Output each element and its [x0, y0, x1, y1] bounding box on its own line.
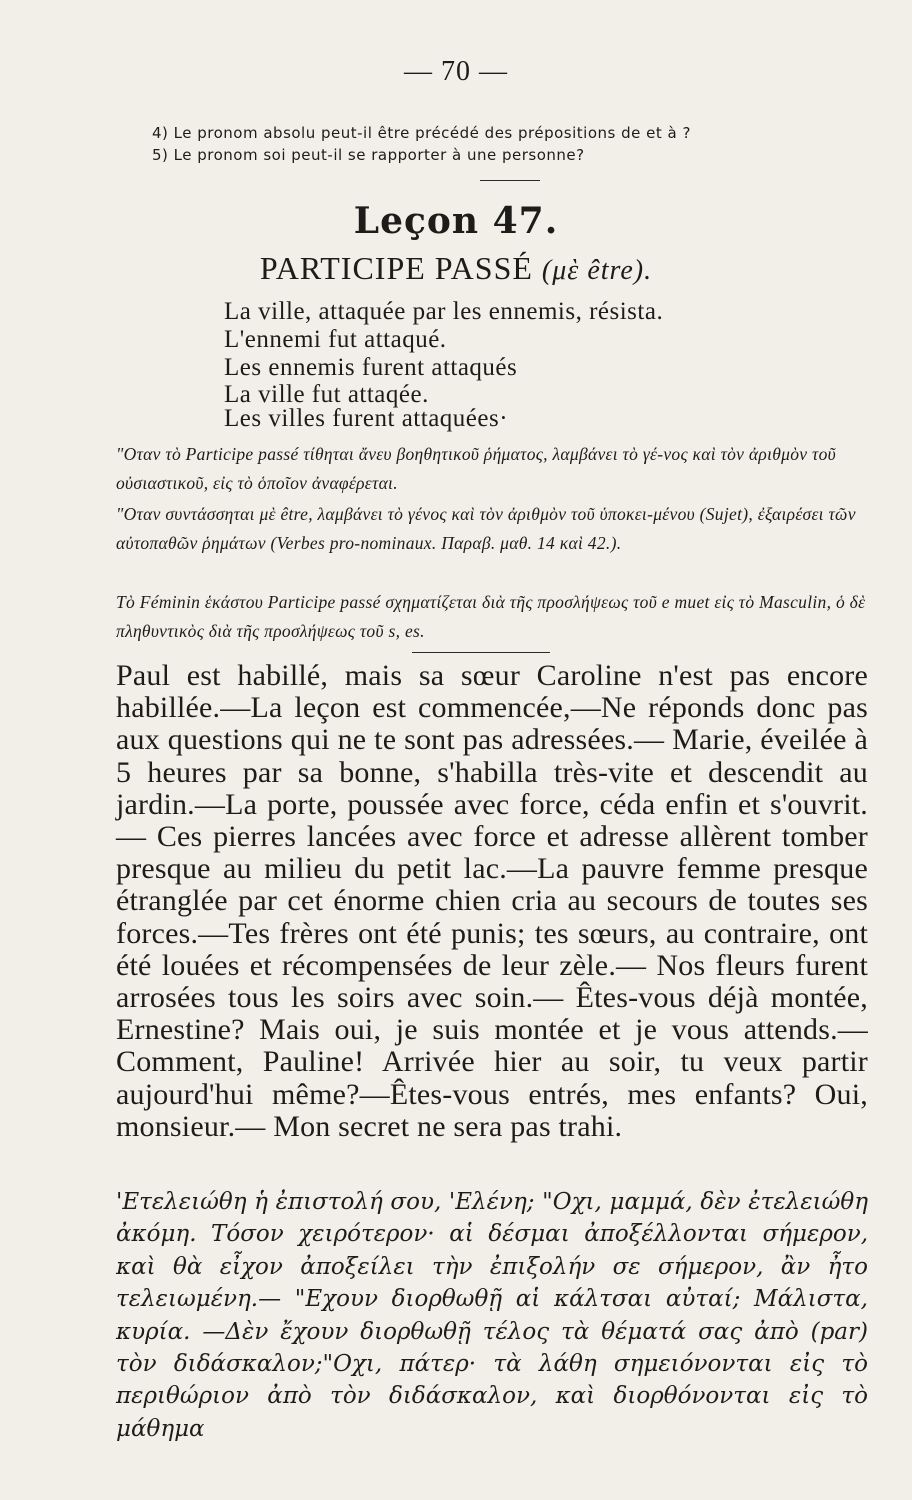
exercise-text: Paul est habillé, mais sa sœur Caroline n'est pas encore habillée.—La leçon est commencée,—Ne réponds donc pas aux questions qui ne te sont pas adressées.— Marie, éveilée à 5 heures par sa bonne, s'habilla très-vite et descendit au jardin.—La porte, poussée avec force, céda enfin et s'ouvrit.— Ces pierres lancées avec force et adresse allèrent tomber presque au milieu du petit lac.—La pauvre femme presque étranglée par cet énorme chien cria au secours de toutes ses forces.—Tes frères ont été punis; tes sœurs, au contraire, ont été louées et récompensées de leur zèle.— Nos fleurs furent arrosées tous les soirs avec soin.— Êtes-vous déjà montée, Ernestine? Mais oui, je suis montée et je vous attends.— Comment, Pauline! Arrivée hier au soir, tu veux partir aujourd'hui même?—Êtes-vous entrés, mes enfants? Oui, monsieur.— Mon secret ne sera pas trahi.	[116, 659, 868, 1143]
example-line: La ville, attaquée par les ennemis, résista.	[224, 298, 664, 325]
separator-rule	[412, 652, 550, 653]
greek-note: "Οταν τὸ Participe passé τίθηται ἄνευ βοηθητικοῦ ῥήματος, λαμβάνει τὸ γέ-νος καὶ τὸν ἀριθμὸν τοῦ οὐσιαστικοῦ, εἰς τὸ ὁποῖον ἀναφέρεται.	[116, 444, 836, 493]
example-line: L'ennemi fut attaqué.	[224, 326, 447, 353]
question-5: 5) Le pronom soi peut-il se rapporter à une personne?	[152, 146, 585, 164]
page-number: — 70 —	[404, 56, 508, 87]
lesson-title: Leçon 47.	[353, 200, 559, 242]
example-line: Les ennemis furent attaqués	[224, 354, 518, 381]
example-line: La ville fut attaqée.	[224, 381, 429, 408]
section-title-text: PARTICIPE PASSÉ	[259, 250, 533, 286]
greek-exercise-text: 'Ετελειώθη ἡ ἐπιστολή σου, 'Ελένη; "Οχι, μαμμά, δὲν ἐτελειώθη ἀκόμη. Τόσον χειρότερον· αἱ δέσμαι ἀποξέλλονται σήμερον, καὶ θὰ εἶχον ἀποξείλει τὴν ἐπιξολήν σε σήμερον, ἂν ἦτο τελειωμένη.— "Εχουν διορθωθῇ αἱ κάλτσαι αὐταί; Μάλιστα, κυρία. —Δὲν ἔχουν διορθωθῇ τέλος τὰ θέματά σας ἀπὸ (par) τὸν διδάσκαλον;"Οχι, πάτερ· τὰ λάθη σημειόνονται εἰς τὸ περιθώριον ἀπὸ τὸν διδάσκαλον, καὶ διορθόνονται εἰς τὸ μάθημα	[116, 1189, 868, 1442]
example-line: Les villes furent attaquées·	[224, 405, 509, 432]
section-subtitle: (μὲ être).	[541, 255, 653, 286]
separator-rule	[480, 180, 540, 181]
greek-note: "Οταν συντάσσηται μὲ être, λαμβάνει τὸ γένος καὶ τὸν ἀριθμὸν τοῦ ὑποκει-μένου (Sujet), ἐξαιρέσει τῶν αὐτοπαθῶν ῥημάτων (Verbes pro-nominaux. Παραβ. μαθ. 14 καὶ 42.).	[116, 504, 856, 553]
greek-note: Τὸ Féminin ἑκάστου Participe passé σχηματίζεται διὰ τῆς προσλήψεως τοῦ e muet εἰς τὸ Masculin, ὁ δὲ πληθυντικὸς διὰ τῆς προσλήψεως τοῦ s, es.	[116, 592, 866, 641]
question-4: 4) Le pronom absolu peut-il être précédé des prépositions de et à ?	[152, 124, 691, 142]
section-title	[0, 250, 912, 287]
